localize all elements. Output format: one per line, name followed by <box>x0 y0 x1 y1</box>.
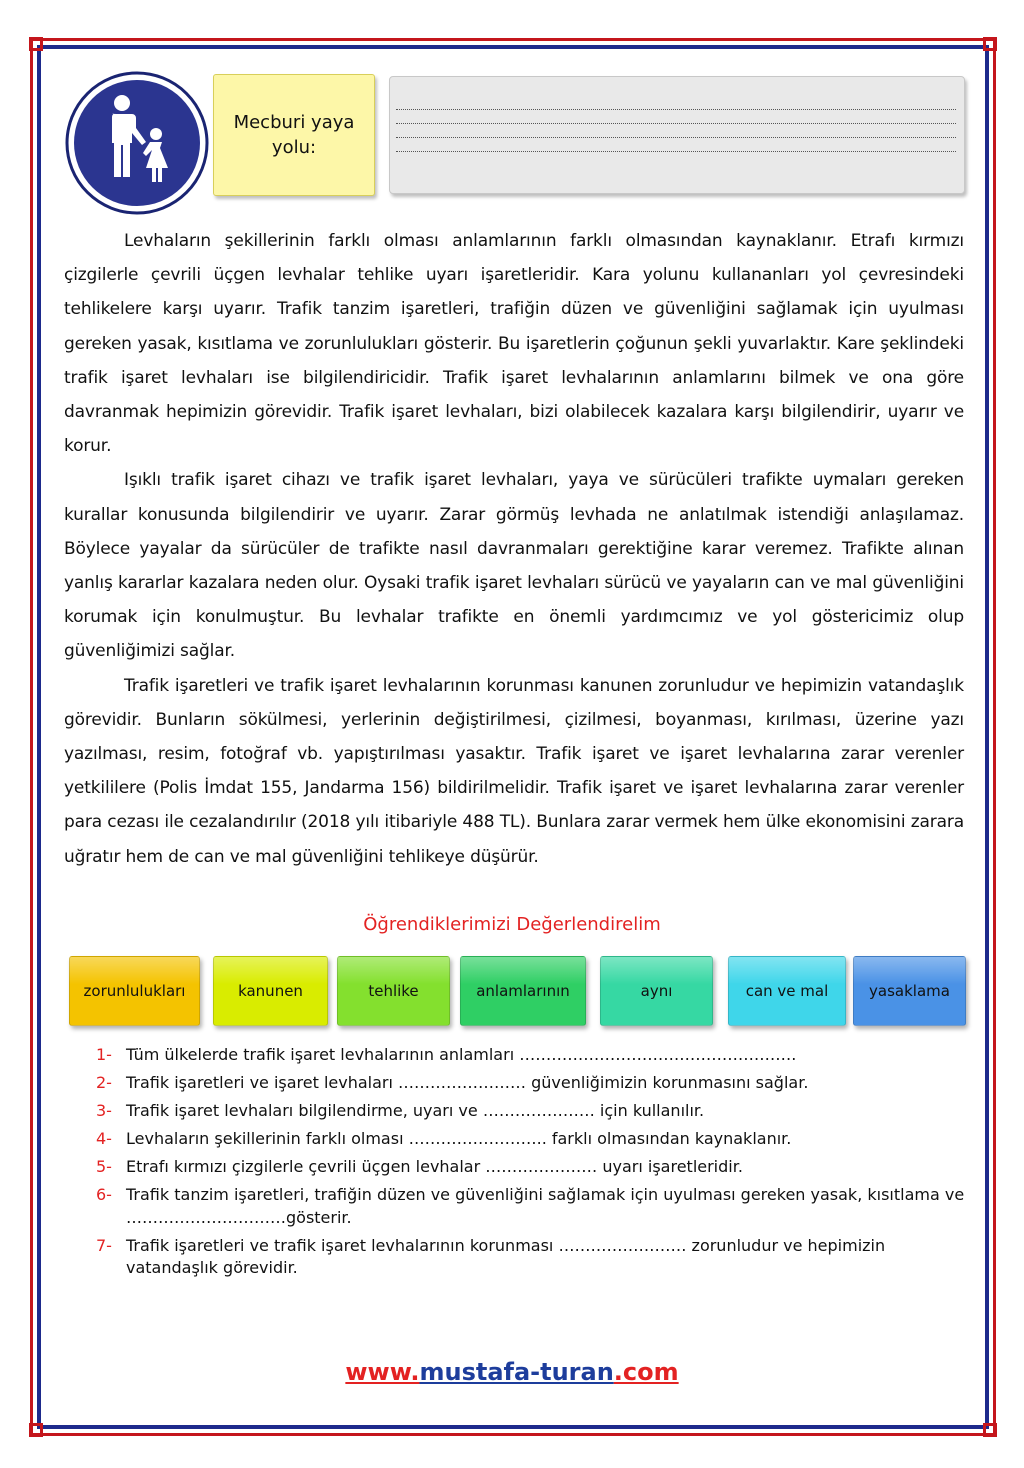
sign-title-box <box>213 74 375 196</box>
question-text: Trafik tanzim işaretleri, trafiğin düzen ve güvenliğini sağlamak için uyulması gereken yasak, kısıtlama ve …………………………gösterir. <box>126 1185 965 1227</box>
question-item <box>96 1235 966 1280</box>
paragraph: Levhaların şekillerinin farklı olması anlamlarının farklı olmasından kaynaklanır. Etrafı kırmızı çizgilerle çevrili üçgen levhalar tehlike uyarı işaretleridir. Kara yolunu kullananları yol çevresindeki tehlikelere karşı uyarır. Trafik tanzim işaretleri, trafiğin düzen ve güvenliğini sağlamak için uyulması gereken yasak, kısıtlama ve zorunlulukları gösterir. Bu işaretlerin çoğunun şekli yuvarlaktır. Kare şeklindeki trafik işaret levhaları ise bilgilendiricidir. Trafik işaret levhalarının anlamlarını bilmek ve ona göre davranmak hepimizin görevidir. Trafik işaret levhaları, bizi olabilecek kazalara karşı bilgilendirir, uyarır ve korur. <box>64 231 964 457</box>
website-domain: mustafa-turan <box>419 1358 614 1386</box>
sign-title: Mecburi yaya yolu: <box>233 112 355 158</box>
frame-corner-bottom-left <box>29 1423 43 1437</box>
question-text: Trafik işaretleri ve işaret levhaları …………………… güvenliğimizin korunmasını sağlar. <box>126 1073 809 1092</box>
question-text: Etrafı kırmızı çizgilerle çevrili üçgen levhalar ………………… uyarı işaretleridir. <box>126 1157 743 1176</box>
word-card[interactable] <box>337 956 450 1026</box>
word-label: yasaklama <box>869 982 950 1000</box>
answer-line <box>396 123 956 124</box>
question-text: Levhaların şekillerinin farklı olması …………………….. farklı olmasından kaynaklanır. <box>126 1129 792 1148</box>
word-label: zorunlulukları <box>83 982 186 1000</box>
question-number: 5- <box>96 1157 112 1176</box>
reading-text <box>64 224 964 874</box>
word-card[interactable] <box>213 956 328 1026</box>
word-card[interactable] <box>853 956 966 1026</box>
word-label: aynı <box>640 982 673 1000</box>
word-label: anlamlarının <box>476 982 570 1000</box>
question-number: 7- <box>96 1235 112 1255</box>
word-label: kanunen <box>238 982 303 1000</box>
question-item <box>96 1072 966 1095</box>
answer-line <box>396 151 956 152</box>
frame-corner-top-right <box>983 37 997 51</box>
website-prefix: www. <box>345 1358 420 1386</box>
question-item <box>96 1128 966 1151</box>
section-title: Öğrendiklerimizi Değerlendirelim <box>363 914 661 935</box>
word-card[interactable] <box>460 956 586 1026</box>
paragraph: Trafik işaretleri ve trafik işaret levhalarının korunması kanunen zorunludur ve hepimizin vatandaşlık görevidir. Bunların sökülmesi, yerlerinin değiştirilmesi, çizilmesi, boyanması, kırılması, üzerine yazı yazılması, resim, fotoğraf vb. yapıştırılması yasaktır. Trafik işaret ve işaret levhalarına zarar verenler yetkililere (Polis İmdat 155, Jandarma 156) bildirilmelidir. Trafik işaret ve işaret levhalarına zarar verenler para cezası ile cezalandırılır (2018 yılı itibariyle 488 TL). Bunlara zarar vermek hem ülke ekonomisini zarara uğratır hem de can ve mal güvenliğini tehlikeye düşürür. <box>64 675 964 867</box>
word-label: can ve mal <box>745 982 829 1000</box>
question-number: 3- <box>96 1101 112 1120</box>
frame-corner-bottom-right <box>983 1423 997 1437</box>
pedestrian-sign-icon <box>64 70 210 216</box>
website-suffix: .com <box>613 1358 679 1386</box>
question-number: 2- <box>96 1073 112 1092</box>
website-link[interactable] <box>0 1358 1024 1386</box>
word-card[interactable] <box>728 956 846 1026</box>
word-label: tehlike <box>368 982 419 1000</box>
fill-in-questions <box>96 1044 966 1285</box>
word-card[interactable] <box>69 956 200 1026</box>
answer-line <box>396 109 956 110</box>
word-bank <box>69 956 969 1028</box>
question-number: 4- <box>96 1129 112 1148</box>
question-text: Trafik işaret levhaları bilgilendirme, uyarı ve ………………… için kullanılır. <box>126 1101 705 1120</box>
word-card[interactable] <box>600 956 713 1026</box>
paragraph: Işıklı trafik işaret cihazı ve trafik işaret levhaları, yaya ve sürücüleri trafikte uymaları gereken kurallar konusunda bilgilendirir ve uyarır. Zarar görmüş levhada ne anlatılmak istendiği anlaşılamaz. Böylece yayalar da sürücüler de trafikte nasıl davranmaları gerektiğine karar veremez. Trafikte alınan yanlış kararlar kazalara neden olur. Oysaki trafik işaret levhaları sürücü ve yayaların can ve mal güvenliğini korumak için konulmuştur. Bu levhalar trafikte en önemli yardımcımız ve yol göstericimiz olup güvenliğimizi sağlar. <box>64 470 964 662</box>
question-item <box>96 1156 966 1179</box>
question-text: Tüm ülkelerde trafik işaret levhalarının anlamları ……………………………………………. <box>126 1045 797 1064</box>
question-text: Trafik işaretleri ve trafik işaret levhalarının korunması …………………… zorunludur ve hepimizin vatandaşlık görevidir. <box>126 1235 886 1277</box>
question-number: 6- <box>96 1185 112 1204</box>
answer-lines-box[interactable] <box>389 76 965 194</box>
frame-corner-top-left <box>29 37 43 51</box>
answer-line <box>396 137 956 138</box>
question-number: 1- <box>96 1045 112 1064</box>
question-item <box>96 1184 966 1229</box>
question-item <box>96 1044 966 1067</box>
question-item <box>96 1100 966 1123</box>
